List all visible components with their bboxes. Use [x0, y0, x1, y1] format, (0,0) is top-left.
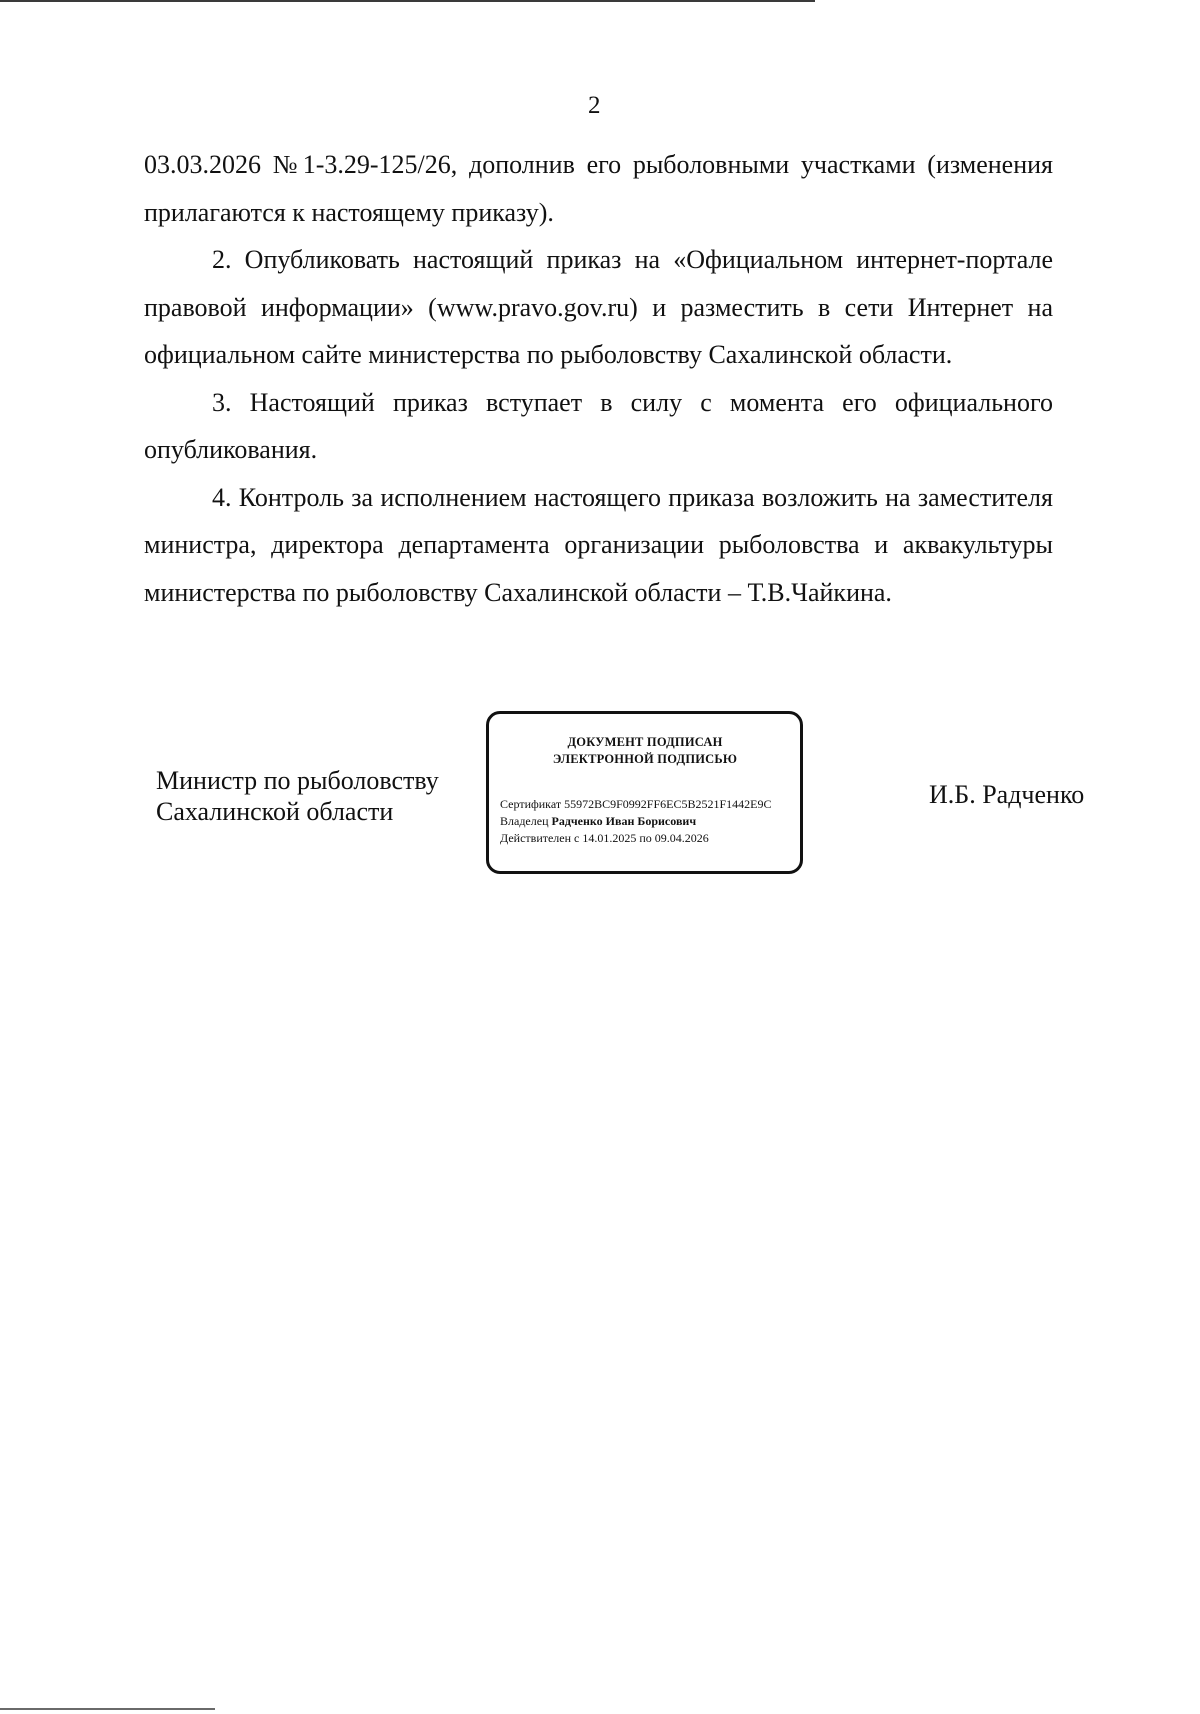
top-scan-edge [0, 0, 815, 2]
stamp-heading-line-2: ЭЛЕКТРОННОЙ ПОДПИСЬЮ [552, 752, 738, 766]
owner-name: Радченко Иван Борисович [551, 814, 697, 828]
signer-name: И.Б. Радченко [929, 780, 1085, 809]
owner-label: Владелец [500, 814, 549, 828]
paragraph-4: 4. Контроль за исполнением настоящего приказа возложить на заместителя министра, директора департамента организации рыболовства и аквакультуры министерства по рыболовству Сахалинской области – Т.В.Чайкина. [144, 482, 1053, 607]
stamp-details [500, 796, 790, 847]
stamp-heading-line-1: ДОКУМЕНТ ПОДПИСАН [567, 735, 723, 749]
paragraph-continuation: 03.03.2026 №1-3.29-125/26, дополнив его рыболовными участками (изменения прилагаются к настоящему приказу). [144, 150, 1053, 227]
stamp-heading [500, 734, 790, 768]
owner-line [500, 813, 790, 830]
body-text [144, 141, 1053, 616]
certificate-line [500, 796, 790, 813]
paragraph-2: 2. Опубликовать настоящий приказ на «Официальном интернет-портале правовой информации» (www.pravo.gov.ru) и разместить в сети Интернет на официальном сайте министерства по рыболовству Сахалинской области. [144, 245, 1053, 369]
validity-line: Действителен с 14.01.2025 по 09.04.2026 [500, 831, 709, 845]
certificate-label: Сертификат [500, 797, 562, 811]
page-number: 2 [588, 92, 601, 119]
signer-title [156, 765, 439, 827]
bottom-scan-edge [0, 1708, 215, 1710]
signer-title-line-2: Сахалинской области [156, 797, 394, 826]
e-signature-stamp [486, 711, 803, 874]
certificate-number: 55972BC9F0992FF6EC5B2521F1442E9C [564, 797, 772, 811]
paragraph-3: 3. Настоящий приказ вступает в силу с момента его официального опубликования. [144, 387, 1053, 464]
signer-title-line-1: Министр по рыболовству [156, 766, 439, 795]
